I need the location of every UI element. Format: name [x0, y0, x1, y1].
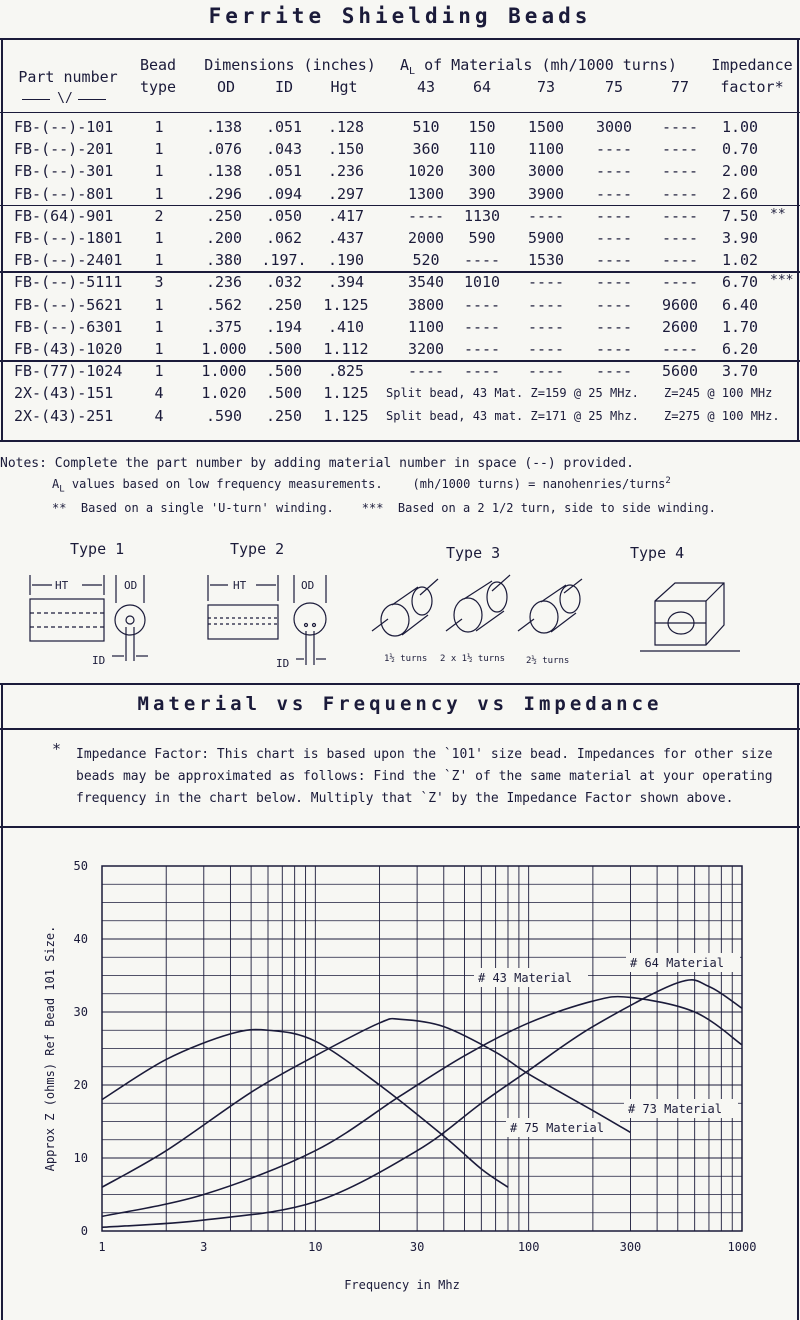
- type-1-id-label: ID: [92, 654, 106, 667]
- impedance-factor-line-1: Impedance Factor: This chart is based upon the `101' size bead. Impedances for other size: [76, 747, 773, 762]
- cell-hgt: .236: [327, 162, 365, 181]
- series-label-3: # 43 Material: [478, 971, 572, 985]
- cell-id: .050: [265, 206, 303, 225]
- header-bead: Bead: [139, 56, 177, 74]
- cell-imp: 3.90: [721, 229, 759, 247]
- header-factor: factor*: [720, 78, 784, 96]
- cell-m64: ----: [463, 295, 501, 314]
- cell-m77: ----: [661, 162, 699, 181]
- cell-type: 1: [154, 295, 164, 314]
- cell-m73: ----: [527, 340, 565, 358]
- type-3-turns-3: 2½ turns: [526, 656, 570, 666]
- x-tick-label: 30: [409, 1240, 425, 1254]
- cell-m73: ----: [527, 206, 565, 225]
- type-4-diagram: [640, 583, 740, 651]
- cell-m43: 1300: [407, 184, 445, 203]
- cell-m77: ----: [661, 184, 699, 203]
- header-m73: 73: [536, 78, 556, 96]
- cell-id: .043: [265, 140, 303, 159]
- cell-od: .375: [205, 317, 243, 336]
- note-line-2: $A_L$ values based on low frequency measurements. (mh/1000 turns) = nanohenries/turns$^2$: [52, 476, 671, 495]
- note-line-3: ** Based on a single 'U-turn' winding. *** Based on a 2 1/2 turn, side to side winding.: [52, 501, 716, 515]
- x-tick-label: 100: [517, 1240, 540, 1254]
- type-1-od-label: OD: [124, 579, 138, 592]
- cell-id: .500: [265, 384, 303, 403]
- table-group-rule: [0, 205, 800, 207]
- cell-m73: ----: [527, 362, 565, 381]
- cell-m43: 520: [412, 251, 440, 270]
- header-m64: 64: [472, 78, 492, 96]
- cell-imp: 2.60: [721, 184, 759, 203]
- cell-id: .062: [265, 229, 303, 247]
- cell-type: 1: [154, 317, 164, 336]
- table-group-rule: [0, 360, 800, 362]
- cell-m43: 2000: [407, 229, 445, 247]
- cell-m77: ----: [661, 251, 699, 270]
- header-od: OD: [216, 78, 236, 96]
- cell-m73: 1100: [527, 140, 565, 159]
- cell-m75: ----: [595, 162, 633, 181]
- header-m43: 43: [416, 78, 436, 96]
- cell-part: FB-(--)-201: [14, 140, 114, 159]
- cell-m75: ----: [595, 273, 633, 292]
- y-axis-label: Approx Z (ohms) Ref Bead 101 Size.: [43, 925, 57, 1172]
- cell-part: FB-(--)-5111: [14, 273, 123, 292]
- cell-m75: 3000: [595, 118, 633, 136]
- cell-m75: ----: [595, 140, 633, 159]
- cell-od: .562: [205, 295, 243, 314]
- cell-id: .250: [265, 295, 303, 314]
- cell-imp: 7.50: [721, 206, 759, 225]
- cell-m64: ----: [463, 251, 501, 270]
- cell-imp: 2.00: [721, 162, 759, 181]
- cell-hgt: .437: [327, 229, 365, 247]
- series-label-4: # 64 Material: [630, 956, 724, 970]
- cell-m75: ----: [595, 251, 633, 270]
- cell-type: 1: [154, 162, 164, 181]
- cell-m43: 3200: [407, 340, 445, 358]
- cell-split-note-2: Z=245 @ 100 MHz: [664, 386, 773, 401]
- cell-m64: 110: [468, 140, 496, 159]
- cell-part: FB-(--)-1801: [14, 229, 123, 247]
- cell-hgt: 1.125: [323, 295, 369, 314]
- cell-split-note-2: Z=275 @ 100 MHz.: [664, 408, 780, 423]
- cell-m75: ----: [595, 317, 633, 336]
- cell-id: .032: [265, 273, 303, 292]
- cell-m64: 1010: [463, 273, 501, 292]
- x-tick-label: 3: [200, 1240, 208, 1254]
- cell-m43: 1100: [407, 317, 445, 336]
- cell-m64: 1130: [463, 206, 501, 225]
- cell-m73: ----: [527, 317, 565, 336]
- header-dimensions: Dimensions (inches): [204, 56, 376, 74]
- cell-part: FB-(--)-2401: [14, 251, 123, 270]
- cell-part: FB-(--)-5621: [14, 295, 123, 314]
- type-3-turns-2: 2 x 1½ turns: [440, 654, 506, 664]
- y-tick-label: 10: [73, 1151, 88, 1165]
- cell-m43: 510: [412, 118, 440, 136]
- cell-type: 4: [154, 406, 164, 425]
- series-line-1: [102, 1030, 508, 1188]
- cell-mark: ***: [770, 273, 794, 289]
- cell-type: 1: [154, 362, 164, 381]
- cell-part: FB-(77)-1024: [14, 362, 123, 381]
- type-4-label: Type 4: [630, 544, 685, 562]
- cell-hgt: 1.125: [323, 406, 369, 425]
- type-2-od-label: OD: [301, 579, 315, 592]
- table-left-border: [1, 38, 3, 440]
- table-bottom-rule: [0, 440, 800, 442]
- cell-od: .250: [205, 206, 243, 225]
- cell-hgt: .150: [327, 140, 365, 159]
- cell-part: FB-(43)-1020: [14, 340, 123, 358]
- x-tick-label: 1000: [727, 1240, 757, 1254]
- cell-m43: 3800: [407, 295, 445, 314]
- cell-imp: 1.00: [721, 118, 759, 136]
- cell-type: 4: [154, 384, 164, 403]
- y-tick-label: 40: [73, 932, 88, 946]
- cell-type: 2: [154, 206, 164, 225]
- cell-od: .296: [205, 184, 243, 203]
- cell-id: .500: [265, 340, 303, 358]
- cell-imp: 1.70: [721, 317, 759, 336]
- title-rule: [0, 38, 800, 40]
- cell-imp: 3.70: [721, 362, 759, 381]
- x-tick-label: 300: [619, 1240, 642, 1254]
- cell-part: FB-(--)-801: [14, 184, 114, 203]
- cell-m73: 3000: [527, 162, 565, 181]
- cell-id: .094: [265, 184, 303, 203]
- cell-imp: 1.02: [721, 251, 759, 270]
- cell-type: 1: [154, 184, 164, 203]
- type-1-label: Type 1: [70, 540, 125, 558]
- header-hgt: Hgt: [330, 78, 358, 96]
- cell-m64: ----: [463, 340, 501, 358]
- cell-hgt: .825: [327, 362, 365, 381]
- header-impedance: Impedance: [711, 56, 793, 74]
- cell-m75: ----: [595, 340, 633, 358]
- cell-od: 1.000: [201, 362, 247, 381]
- type-2-id-label: ID: [276, 657, 290, 670]
- series-label-1: # 75 Material: [510, 1121, 604, 1135]
- cell-hgt: .128: [327, 118, 365, 136]
- cell-id: .194: [265, 317, 303, 336]
- impedance-factor-line-3: frequency in the chart below. Multiply that `Z' by the Impedance Factor shown above.: [76, 791, 734, 806]
- y-tick-label: 50: [73, 859, 88, 873]
- cell-hgt: 1.125: [323, 384, 369, 403]
- y-tick-label: 0: [80, 1224, 88, 1238]
- cell-m64: 150: [468, 118, 496, 136]
- type-3-diagram: [372, 575, 582, 636]
- cell-m73: 1500: [527, 118, 565, 136]
- cell-od: .590: [205, 406, 243, 425]
- cell-m73: ----: [527, 295, 565, 314]
- cell-m77: 9600: [661, 295, 699, 314]
- cell-m64: ----: [463, 317, 501, 336]
- cell-m77: 5600: [661, 362, 699, 381]
- cell-type: 1: [154, 229, 164, 247]
- cell-imp: 6.20: [721, 340, 759, 358]
- explain-bottom-rule: [0, 826, 800, 828]
- cell-od: .076: [205, 140, 243, 159]
- cell-m75: ----: [595, 362, 633, 381]
- cell-m77: ----: [661, 118, 699, 136]
- impedance-chart: [0, 830, 800, 1320]
- cell-split-note: Split bead, 43 mat. Z=171 @ 25 Mhz.: [386, 408, 639, 423]
- cell-od: .138: [205, 118, 243, 136]
- cell-m75: ----: [595, 206, 633, 225]
- y-tick-label: 30: [73, 1005, 88, 1019]
- table-title: Ferrite Shielding Beads: [208, 4, 592, 28]
- cell-od: .236: [205, 273, 243, 292]
- table-group-rule: [0, 271, 800, 273]
- cell-m64: 590: [468, 229, 496, 247]
- cell-od: 1.000: [201, 340, 247, 358]
- cell-m43: ----: [407, 206, 445, 225]
- cell-m43: 1020: [407, 162, 445, 181]
- cell-id: .051: [265, 118, 303, 136]
- x-tick-label: 1: [98, 1240, 106, 1254]
- note-line-1: Notes: Complete the part number by adding material number in space (--) provided.: [0, 456, 634, 471]
- y-tick-label: 20: [73, 1078, 88, 1092]
- cell-m64: ----: [463, 362, 501, 381]
- header-id: ID: [274, 78, 294, 96]
- x-tick-label: 10: [308, 1240, 323, 1254]
- cell-part: FB-(--)-301: [14, 162, 114, 181]
- impedance-factor-star: *: [52, 740, 62, 758]
- cell-m73: ----: [527, 273, 565, 292]
- cell-id: .500: [265, 362, 303, 381]
- cell-hgt: .417: [327, 206, 365, 225]
- cell-type: 3: [154, 273, 164, 292]
- cell-split-note: Split bead, 43 Mat. Z=159 @ 25 MHz.: [386, 386, 639, 401]
- header-rule: [0, 112, 800, 113]
- cell-m77: ----: [661, 206, 699, 225]
- cell-m43: 360: [412, 140, 440, 159]
- cell-part: FB-(--)-101: [14, 118, 114, 136]
- header-m77: 77: [670, 78, 690, 96]
- cell-id: .051: [265, 162, 303, 181]
- arrow-line-left: [22, 99, 50, 100]
- cell-m73: 1530: [527, 251, 565, 270]
- cell-type: 1: [154, 340, 164, 358]
- cell-m43: 3540: [407, 273, 445, 292]
- section2-title-rule: [0, 728, 800, 730]
- cell-m77: ----: [661, 273, 699, 292]
- arrow-line-right: [78, 99, 106, 100]
- cell-m43: ----: [407, 362, 445, 381]
- header-type: type: [139, 78, 177, 96]
- cell-imp: 6.40: [721, 295, 759, 314]
- cell-m64: 390: [468, 184, 496, 203]
- type-2-ht-label: HT: [233, 579, 247, 592]
- cell-hgt: 1.112: [323, 340, 369, 358]
- header-m75: 75: [604, 78, 624, 96]
- cell-hgt: .190: [327, 251, 365, 270]
- bead-type-diagrams: [0, 565, 800, 675]
- cell-hgt: .394: [327, 273, 365, 292]
- header-part-number: Part number: [18, 68, 118, 86]
- type-3-turns-1: 1½ turns: [384, 654, 428, 664]
- type-1-ht-label: HT: [55, 579, 69, 592]
- cell-part: 2X-(43)-251: [14, 406, 114, 425]
- table-right-border: [797, 38, 799, 440]
- header-al-materials: $A_L$ of Materials (mh/1000 turns): [400, 56, 677, 77]
- section2-top-rule: [0, 683, 800, 685]
- x-axis-label: Frequency in Mhz: [344, 1278, 460, 1292]
- cell-od: .380: [205, 251, 243, 270]
- series-label-2: # 73 Material: [628, 1102, 722, 1116]
- cell-od: 1.020: [201, 384, 247, 403]
- cell-m77: ----: [661, 229, 699, 247]
- cell-m77: 2600: [661, 317, 699, 336]
- header-part-arrow: \/: [57, 91, 73, 106]
- cell-m75: ----: [595, 229, 633, 247]
- cell-m75: ----: [595, 295, 633, 314]
- cell-hgt: .410: [327, 317, 365, 336]
- cell-id: .197.: [261, 251, 307, 270]
- cell-m73: 3900: [527, 184, 565, 203]
- cell-m64: 300: [468, 162, 496, 181]
- cell-type: 1: [154, 140, 164, 159]
- cell-part: FB-(64)-901: [14, 206, 114, 225]
- cell-hgt: .297: [327, 184, 365, 203]
- impedance-factor-line-2: beads may be approximated as follows: Find the `Z' of the same material at your operating: [76, 769, 773, 784]
- type-2-label: Type 2: [230, 540, 285, 558]
- cell-type: 1: [154, 118, 164, 136]
- cell-m77: ----: [661, 340, 699, 358]
- cell-part: 2X-(43)-151: [14, 384, 114, 403]
- type-3-label: Type 3: [446, 544, 501, 562]
- cell-mark: **: [770, 206, 786, 222]
- cell-part: FB-(--)-6301: [14, 317, 123, 336]
- cell-imp: 0.70: [721, 140, 759, 159]
- section2-title: Material vs Frequency vs Impedance: [137, 693, 663, 715]
- cell-m73: 5900: [527, 229, 565, 247]
- cell-m77: ----: [661, 140, 699, 159]
- cell-imp: 6.70: [721, 273, 759, 292]
- series-line-2: [102, 1019, 630, 1188]
- cell-od: .200: [205, 229, 243, 247]
- cell-id: .250: [265, 406, 303, 425]
- cell-od: .138: [205, 162, 243, 181]
- cell-m75: ----: [595, 184, 633, 203]
- cell-type: 1: [154, 251, 164, 270]
